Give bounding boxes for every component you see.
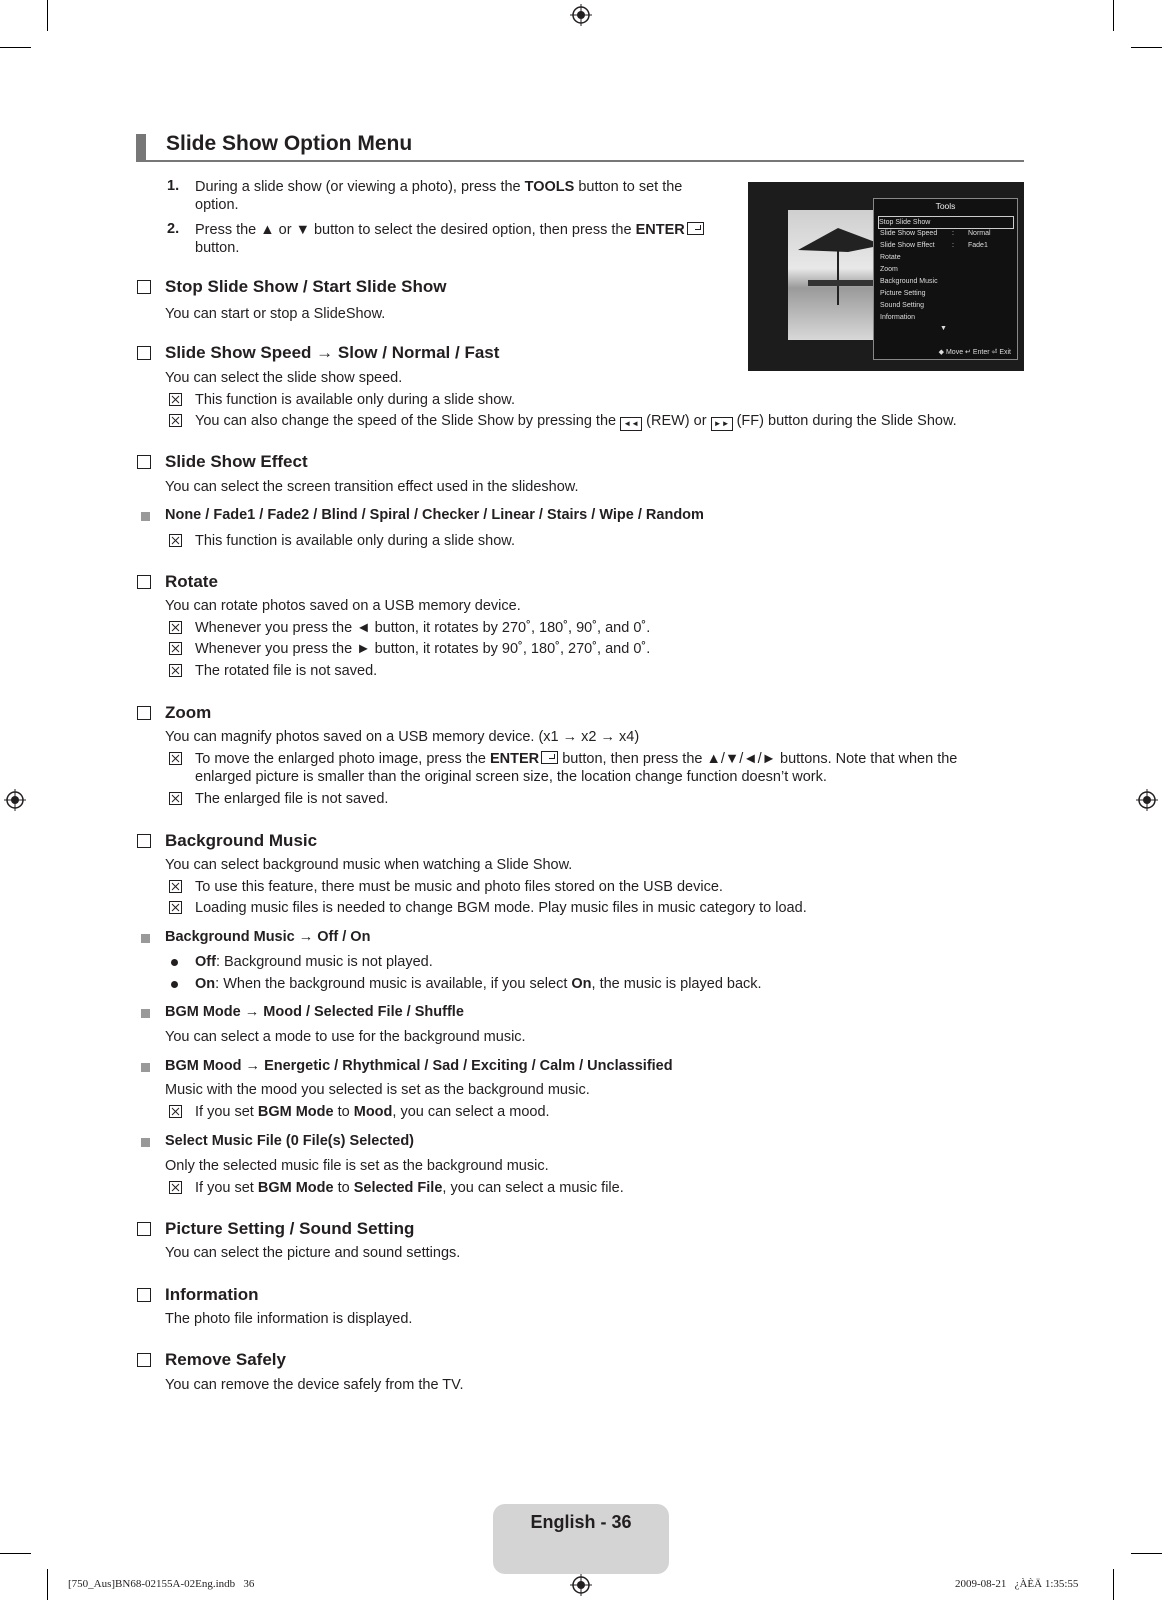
- note-text-bold: BGM Mode: [257, 1104, 334, 1120]
- section-description: The photo file information is displayed.: [165, 1311, 413, 1327]
- note-icon: [169, 664, 182, 677]
- tools-menu-item[interactable]: [880, 276, 1012, 287]
- tools-menu-item[interactable]: [880, 252, 1012, 263]
- note-icon: [169, 393, 182, 406]
- step-text-part: During a slide show (or viewing a photo), press the: [195, 179, 525, 195]
- enter-icon: [687, 222, 704, 235]
- note-text: Loading music files is needed to change BGM mode. Play music files in music category to load.: [195, 900, 807, 916]
- sub-option-description: You can select a mode to use for the background music.: [165, 1029, 526, 1045]
- note-icon: [169, 880, 182, 893]
- sub-option-description: Only the selected music file is set as the background music.: [165, 1158, 549, 1174]
- square-bullet-icon: [141, 1138, 150, 1147]
- crop-mark: [1131, 1553, 1162, 1554]
- tools-menu-item-label: Stop Slide Show: [879, 219, 931, 226]
- step-text: [195, 221, 704, 257]
- note-icon: [169, 1105, 182, 1118]
- section-description: You can select background music when watching a Slide Show.: [165, 857, 573, 873]
- section-description: You can rotate photos saved on a USB memory device.: [165, 598, 521, 614]
- tools-menu-item[interactable]: [880, 240, 1012, 251]
- note-text: The enlarged file is not saved.: [195, 791, 389, 807]
- section-heading: Stop Slide Show / Start Slide Show: [165, 277, 447, 296]
- note-text: To use this feature, there must be music and photo files stored on the USB device.: [195, 879, 723, 895]
- section-heading: Rotate: [165, 572, 218, 591]
- square-bullet-icon: [141, 1063, 150, 1072]
- registration-mark-icon: [570, 4, 592, 26]
- sub-option-description: Music with the mood you selected is set as the background music.: [165, 1082, 590, 1098]
- tools-menu-item-label: Sound Setting: [880, 302, 924, 309]
- section-header: [136, 130, 1024, 162]
- step-text-part: button.: [195, 240, 240, 256]
- note-text-part: to: [333, 1104, 354, 1120]
- note-text-bold: ENTER: [490, 751, 540, 767]
- section-description: You can start or stop a SlideShow.: [165, 306, 386, 322]
- registration-mark-icon: [1136, 789, 1158, 811]
- registration-mark-icon: [4, 789, 26, 811]
- note-icon: [169, 752, 182, 765]
- rewind-icon: ◄◄: [620, 417, 642, 431]
- section-description: You can select the screen transition effect used in the slideshow.: [165, 479, 579, 495]
- fast-forward-icon: ►►: [711, 417, 733, 431]
- note-icon: [169, 414, 182, 427]
- crop-mark: [47, 1569, 48, 1600]
- tools-menu-item[interactable]: [880, 288, 1012, 299]
- note-text-part: enlarged picture is smaller than the original screen size, the location change function doesn’t work.: [195, 769, 827, 785]
- tools-menu-item-label: Slide Show Speed: [880, 230, 938, 237]
- section-description: You can remove the device safely from the TV.: [165, 1377, 464, 1393]
- note-icon: [169, 621, 182, 634]
- checkbox-bullet-icon: [137, 834, 151, 848]
- note-text-part: To move the enlarged photo image, press the: [195, 751, 491, 767]
- list-item: [195, 975, 762, 993]
- note-text-part: (REW) or: [642, 413, 711, 429]
- list-item-text: : Background music is not played.: [215, 954, 433, 970]
- step-text: [195, 178, 682, 214]
- note-icon: [169, 901, 182, 914]
- note-text: The rotated file is not saved.: [195, 663, 378, 679]
- note-text: [195, 1103, 550, 1121]
- section-heading: Remove Safely: [165, 1350, 286, 1369]
- tools-menu-item[interactable]: [880, 300, 1012, 311]
- note-text: [195, 1179, 624, 1197]
- step-number: 2.: [167, 221, 180, 237]
- step-text-part: button to set the: [574, 179, 683, 195]
- section-heading: Picture Setting / Sound Setting: [165, 1219, 415, 1238]
- sub-option: Background Music → Off / On: [165, 929, 371, 945]
- tools-menu-item[interactable]: [880, 312, 1012, 323]
- crop-mark: [47, 0, 48, 31]
- section-header-bar: [136, 134, 146, 160]
- section-description: You can magnify photos saved on a USB memory device. (x1 → x2 → x4): [165, 729, 640, 745]
- page-number-tab: [493, 1504, 669, 1574]
- colon: :: [952, 242, 954, 249]
- round-bullet-icon: [171, 959, 178, 966]
- tools-menu-item-label: Rotate: [880, 254, 901, 261]
- section-heading: Slide Show Speed → Slow / Normal / Fast: [165, 343, 500, 362]
- note-text: Whenever you press the ◄ button, it rotates by 270˚, 180˚, 90˚, and 0˚.: [195, 620, 651, 636]
- step-text-bold: TOOLS: [524, 179, 575, 195]
- enter-icon: [541, 751, 558, 764]
- more-arrow-icon: ▼: [940, 325, 947, 332]
- note-text-part: , you can select a music file.: [442, 1180, 624, 1196]
- tools-menu-item[interactable]: [880, 264, 1012, 275]
- note-text: [195, 750, 1015, 786]
- effect-value: Fade1: [968, 242, 988, 249]
- tools-menu-title: Tools: [935, 201, 956, 211]
- step-text-part: Press the ▲ or ▼ button to select the desired option, then press the: [195, 222, 636, 238]
- square-bullet-icon: [141, 1009, 150, 1018]
- tools-menu-footer: ◆ Move ↵ Enter ⏎ Exit: [938, 349, 1011, 356]
- checkbox-bullet-icon: [137, 455, 151, 469]
- effect-options: None / Fade1 / Fade2 / Blind / Spiral / Checker / Linear / Stairs / Wipe / Random: [165, 507, 704, 523]
- note-text-part: to: [333, 1180, 354, 1196]
- note-icon: [169, 642, 182, 655]
- tools-menu-item-label: Slide Show Effect: [880, 242, 935, 249]
- section-heading: Zoom: [165, 703, 212, 722]
- page-number: English - 36: [530, 1512, 632, 1532]
- step-text-part: option.: [195, 197, 239, 213]
- print-slug-left: [750_Aus]BN68-02155A-02Eng.indb 36: [68, 1578, 255, 1590]
- list-item-bold: On: [195, 976, 216, 992]
- list-item-text: : When the background music is available, if you select: [215, 976, 572, 992]
- note-icon: [169, 534, 182, 547]
- note-icon: [169, 1181, 182, 1194]
- note-text: Whenever you press the ► button, it rotates by 90˚, 180˚, 270˚, and 0˚.: [195, 641, 651, 657]
- note-text: This function is available only during a slide show.: [195, 533, 515, 549]
- checkbox-bullet-icon: [137, 575, 151, 589]
- note-text-bold: Selected File: [353, 1180, 443, 1196]
- section-heading: Slide Show Effect: [165, 452, 308, 471]
- note-icon: [169, 792, 182, 805]
- sub-option: BGM Mode → Mood / Selected File / Shuffle: [165, 1004, 464, 1020]
- note-text-part: If you set: [195, 1104, 258, 1120]
- tools-menu-item-label: Information: [880, 314, 916, 321]
- note-text-part: , you can select a mood.: [392, 1104, 550, 1120]
- section-description: You can select the slide show speed.: [165, 370, 403, 386]
- tools-menu-item-label: Picture Setting: [880, 290, 926, 297]
- colon: :: [952, 230, 954, 237]
- note-text-part: button, then press the ▲/▼/◄/► buttons. Note that when the: [558, 751, 958, 767]
- checkbox-bullet-icon: [137, 706, 151, 720]
- sub-option: BGM Mood → Energetic / Rhythmical / Sad / Exciting / Calm / Unclassified: [165, 1058, 673, 1074]
- tools-menu: [873, 198, 1018, 360]
- checkbox-bullet-icon: [137, 1288, 151, 1302]
- tools-menu-item-label: Background Music: [880, 278, 938, 285]
- round-bullet-icon: [171, 981, 178, 988]
- note-text-part: If you set: [195, 1180, 258, 1196]
- list-item-bold: Off: [195, 954, 216, 970]
- note-text-part: (FF) button during the Slide Show.: [732, 413, 957, 429]
- crop-mark: [0, 1553, 31, 1554]
- note-text-bold: Mood: [353, 1104, 393, 1120]
- tools-menu-item-label: Zoom: [880, 266, 898, 273]
- note-text: This function is available only during a slide show.: [195, 392, 515, 408]
- checkbox-bullet-icon: [137, 1353, 151, 1367]
- list-item-bold: On: [571, 976, 592, 992]
- print-slug-right: 2009-08-21 ¿ÀÈÄ 1:35:55: [955, 1578, 1079, 1590]
- section-description: You can select the picture and sound settings.: [165, 1245, 461, 1261]
- page-title: Slide Show Option Menu: [166, 132, 413, 155]
- sub-option: Select Music File (0 File(s) Selected): [165, 1133, 414, 1149]
- list-item-text: , the music is played back.: [591, 976, 762, 992]
- crop-mark: [0, 47, 31, 48]
- checkbox-bullet-icon: [137, 1222, 151, 1236]
- square-bullet-icon: [141, 512, 150, 521]
- square-bullet-icon: [141, 934, 150, 943]
- crop-mark: [1131, 47, 1162, 48]
- note-text-bold: BGM Mode: [257, 1180, 334, 1196]
- checkbox-bullet-icon: [137, 280, 151, 294]
- section-heading: Information: [165, 1285, 259, 1304]
- note-text-part: You can also change the speed of the Slide Show by pressing the: [195, 413, 621, 429]
- step-number: 1.: [167, 178, 180, 194]
- crop-mark: [1113, 1569, 1114, 1600]
- speed-value: Normal: [968, 230, 991, 237]
- registration-mark-icon: [570, 1574, 592, 1596]
- note-text: [195, 412, 1155, 431]
- checkbox-bullet-icon: [137, 346, 151, 360]
- list-item: [195, 953, 433, 971]
- section-heading: Background Music: [165, 831, 318, 850]
- tools-menu-item[interactable]: [880, 228, 1012, 239]
- step-text-bold: ENTER: [635, 222, 685, 238]
- tv-screenshot: [748, 182, 1024, 371]
- crop-mark: [1113, 0, 1114, 31]
